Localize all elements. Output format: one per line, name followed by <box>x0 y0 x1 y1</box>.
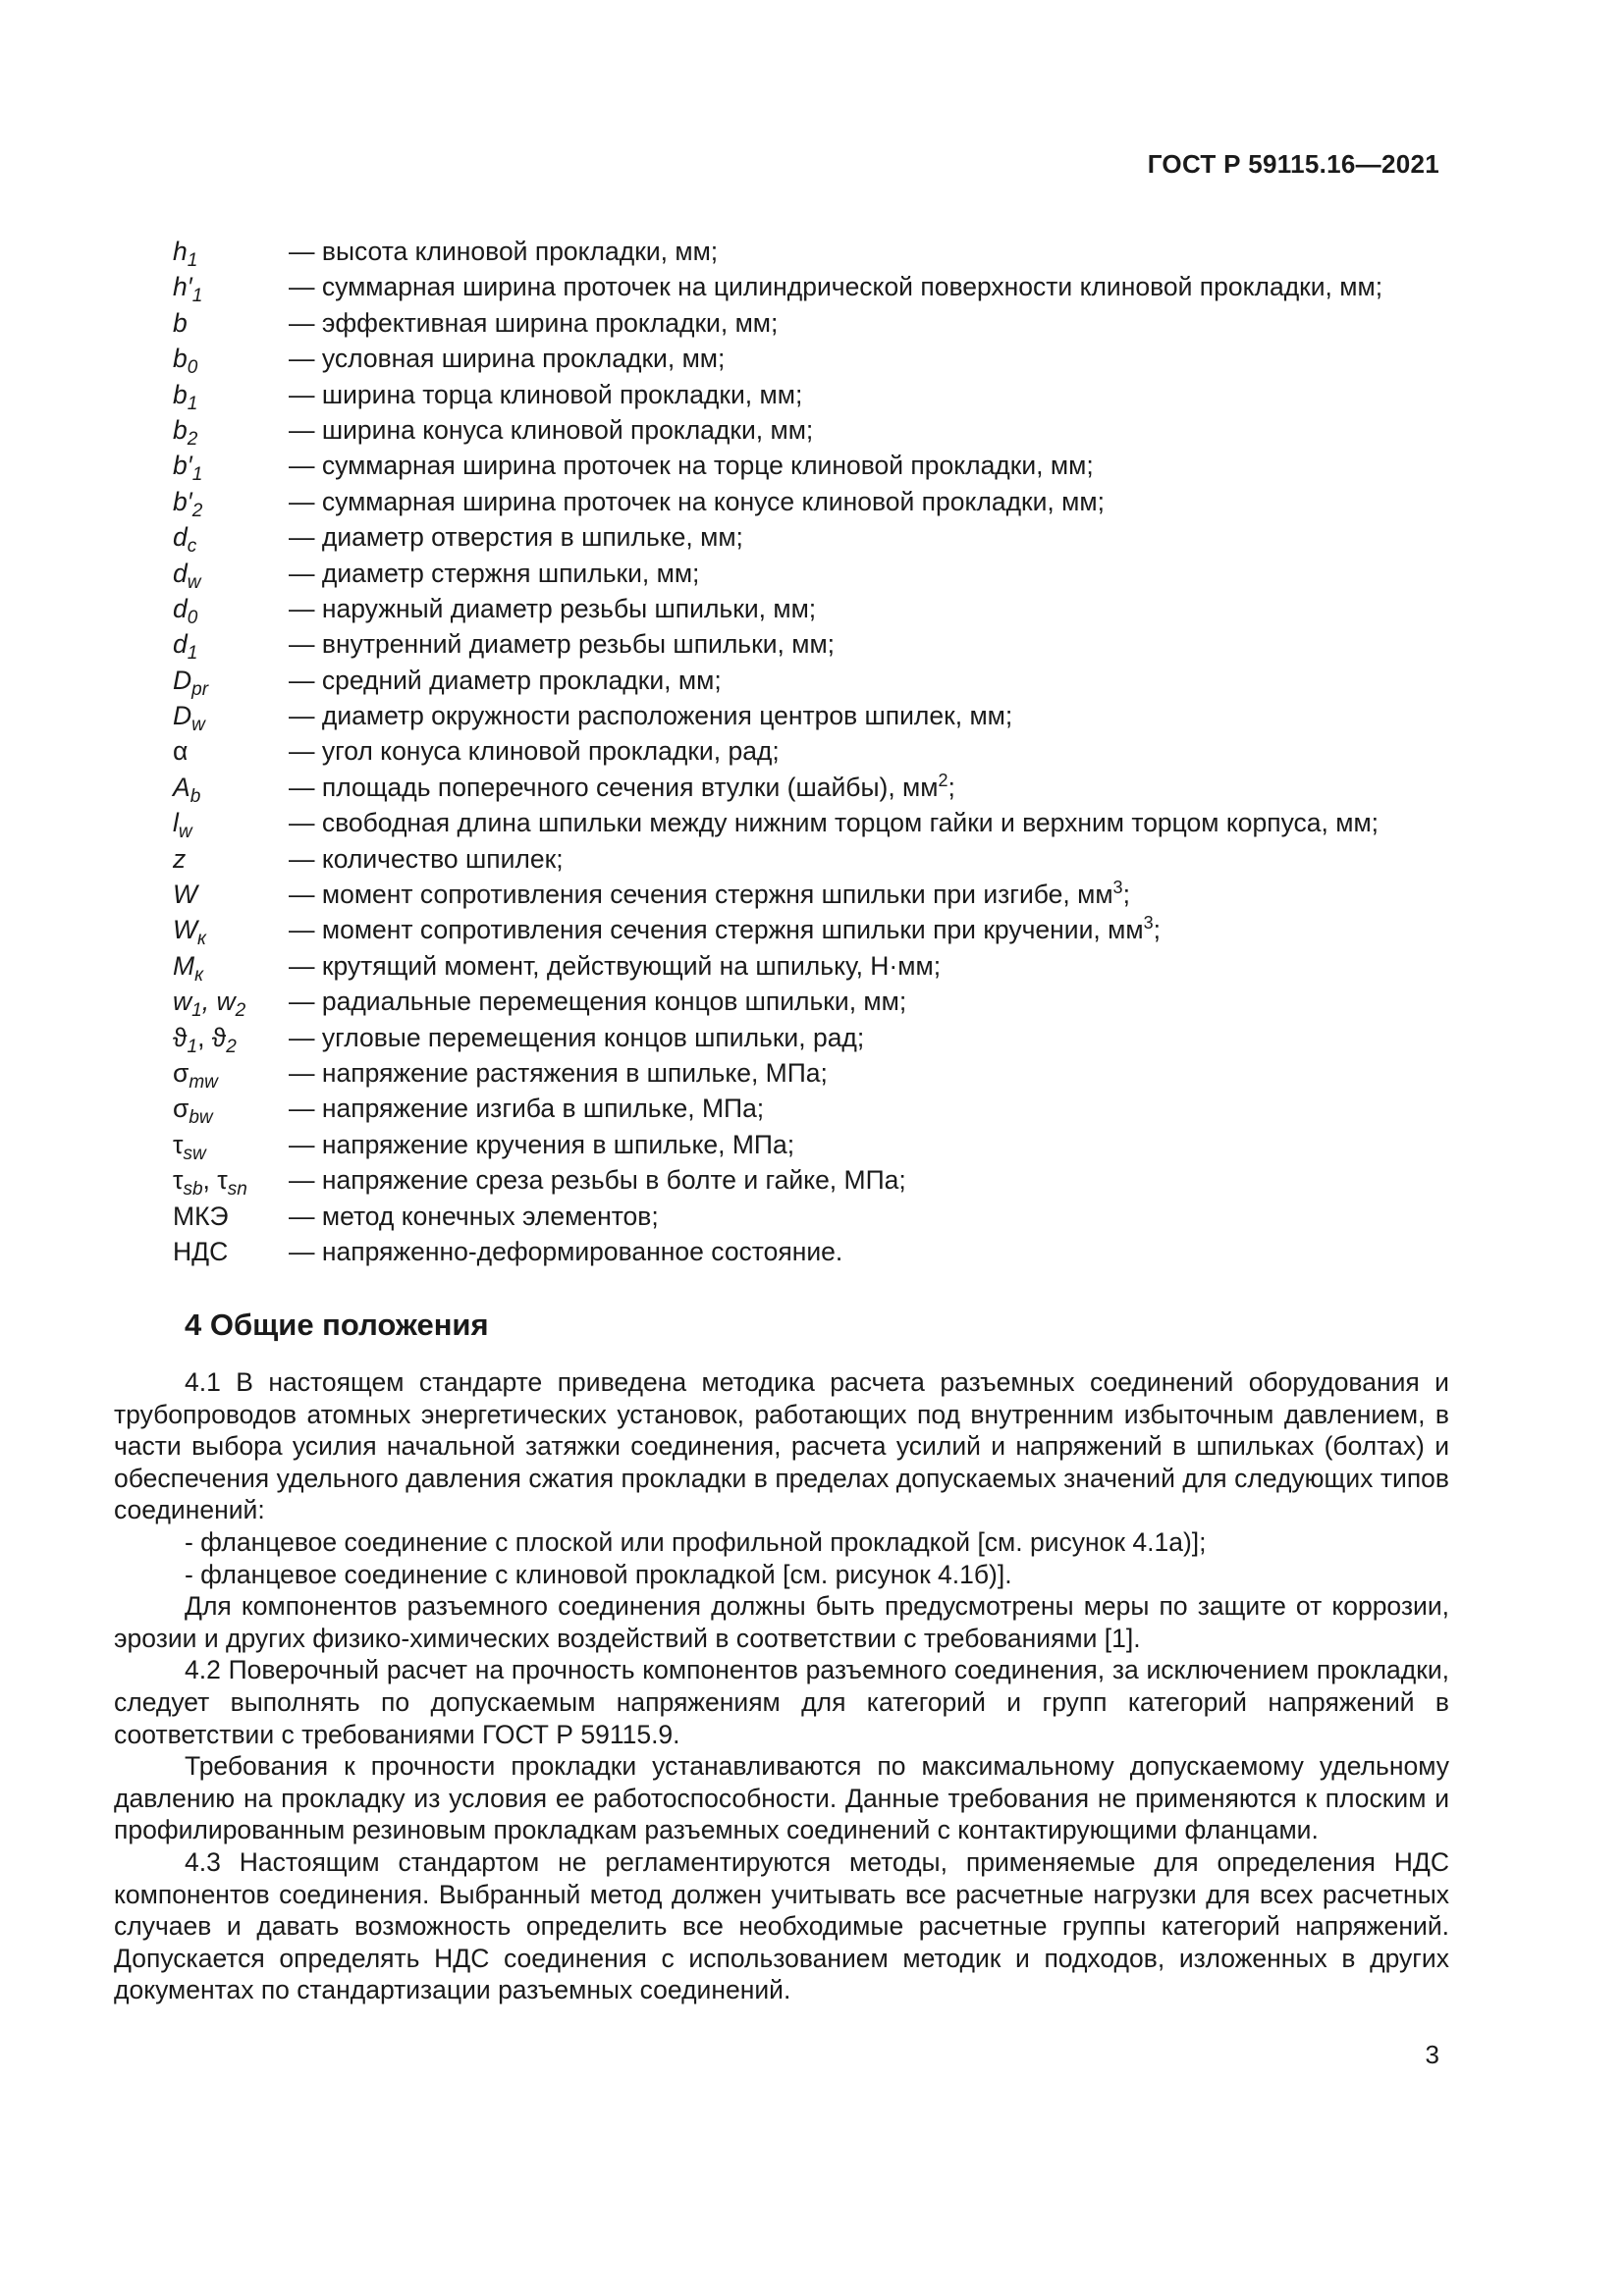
definition-symbol: $b'_2$ <box>173 486 203 521</box>
definition-symbol: $d_w$ <box>173 558 201 593</box>
definition-text: — наружный диаметр резьбы шпильки, мм; <box>289 593 817 623</box>
definition-symbol: $D_w$ <box>173 701 205 736</box>
definition-row <box>173 626 1449 665</box>
definition-text: — напряжение среза резьбы в болте и гайке, МПа; <box>289 1165 906 1196</box>
section-title: 4 Общие положения <box>185 1308 489 1342</box>
definition-row <box>173 912 1449 950</box>
document-code-header: ГОСТ Р 59115.16—2021 <box>1147 149 1439 179</box>
definition-symbol: $h_1$ <box>173 237 198 271</box>
definition-symbol: $d_0$ <box>173 593 198 628</box>
definition-row <box>173 448 1449 486</box>
definition-symbol: $ϑ_1$, $ϑ_2$ <box>173 1022 237 1057</box>
definition-symbol: $M_к$ <box>173 950 204 986</box>
definition-text: — диаметр стержня шпильки, мм; <box>289 558 700 588</box>
definition-symbol: $\tau_{sw}$ <box>173 1129 206 1164</box>
definition-symbol: $b_0$ <box>173 344 198 379</box>
definition-text: — напряженно-деформированное состояние. <box>289 1236 843 1266</box>
definition-symbol: W <box>173 880 198 910</box>
definition-row <box>173 556 1449 591</box>
definition-row <box>173 841 1449 877</box>
definition-text: — крутящий момент, действующий на шпильку, Н·мм; <box>289 950 942 981</box>
page-number: 3 <box>1425 2040 1439 2069</box>
definition-text: — диаметр отверстия в шпильке, мм; <box>289 522 743 553</box>
symbol-definitions-list <box>173 234 1449 1269</box>
definition-text: — радиальные перемещения концов шпильки, мм; <box>289 987 907 1017</box>
definition-symbol: $A_b$ <box>173 772 201 807</box>
definition-text: — суммарная ширина проточек на конусе клиновой прокладки, мм; <box>289 486 1105 516</box>
definition-text: — напряжение растяжения в шпильке, МПа; <box>289 1057 828 1088</box>
definition-text: — внутренний диаметр резьбы шпильки, мм; <box>289 629 836 660</box>
definition-symbol: $d_1$ <box>173 629 198 665</box>
definition-row <box>173 1020 1449 1055</box>
definition-row <box>173 1162 1449 1201</box>
definition-text: — суммарная ширина проточек на торце клиновой прокладки, мм; <box>289 451 1094 481</box>
section-body <box>114 1366 1449 2006</box>
definition-text: — условная ширина прокладки, мм; <box>289 344 726 374</box>
definition-text: — ширина торца клиновой прокладки, мм; <box>289 379 803 409</box>
definition-row <box>173 1199 1449 1234</box>
definition-symbol: $b_1$ <box>173 379 198 414</box>
definition-row <box>173 234 1449 269</box>
definition-row <box>173 1127 1449 1162</box>
definition-text: — напряжение изгиба в шпильке, МПа; <box>289 1094 765 1124</box>
definition-text: — количество шпилек; <box>289 843 564 874</box>
definition-text: — напряжение кручения в шпильке, МПа; <box>289 1129 795 1159</box>
definition-row <box>173 1234 1449 1269</box>
definition-symbol: $l_w$ <box>173 808 192 843</box>
definition-text: — момент сопротивления сечения стержня шпильки при изгибе, $мм^3$; <box>289 878 1130 910</box>
paragraph: Для компонентов разъемного соединения должны быть предусмотрены меры по защите от коррозии, эрозии и других физико-химических воздействий в соответствии с требованиями [1]. <box>114 1591 1449 1653</box>
paragraph: Требования к прочности прокладки устанавливаются по максимальному допускаемому удельному давлению на прокладку из условия ее работоспособности. Данные требования не применяются к плоским и профилированным резиновым прокладкам разъемных соединений с контактирующими фланцами. <box>114 1751 1449 1845</box>
definition-row <box>173 733 1449 769</box>
definition-row <box>173 305 1449 341</box>
definition-symbol: $\sigma_{bw}$ <box>173 1094 213 1129</box>
definition-row <box>173 412 1449 448</box>
definition-symbol: НДС <box>173 1236 229 1266</box>
paragraph: 4.3 Настоящим стандартом не регламентируются методы, применяемые для определения НДС компонентов соединения. Выбранный метод должен учитывать все расчетные нагрузки для всех расчетных случаев и давать возможность определить все необходимые расчетные группы категорий напряжений. Допускается определять НДС соединения с использованием методик и подходов, изложенных в других документах по стандартизации разъемных соединений. <box>114 1846 1449 2005</box>
definition-symbol: b <box>173 307 188 338</box>
paragraph: 4.2 Поверочный расчет на прочность компонентов разъемного соединения, за исключением прокладки, следует выполнять по допускаемым напряжениям для категорий и групп категорий напряжений в соответствии с требованиями ГОСТ Р 59115.9. <box>114 1655 1449 1749</box>
definition-text: — момент сопротивления сечения стержня шпильки при кручении, $мм^3$; <box>289 913 1161 945</box>
definition-text: — суммарная ширина проточек на цилиндрической поверхности клиновой прокладки, мм; <box>289 272 1383 302</box>
definition-row <box>173 484 1449 519</box>
definition-symbol: $W_к$ <box>173 915 206 950</box>
definition-row <box>173 341 1449 379</box>
definition-row <box>173 377 1449 412</box>
definition-symbol: $\sigma_{mw}$ <box>173 1057 218 1093</box>
definition-row <box>173 1055 1449 1091</box>
definition-symbol: $b_2$ <box>173 414 198 450</box>
definition-symbol: $w_1$, $w_2$ <box>173 987 246 1022</box>
definition-text: — средний диаметр прокладки, мм; <box>289 665 722 695</box>
definition-symbol: z <box>173 843 187 874</box>
definition-row <box>173 984 1449 1022</box>
definition-text: — ширина конуса клиновой прокладки, мм; <box>289 414 814 445</box>
definition-text: — угол конуса клиновой прокладки, рад; <box>289 736 780 767</box>
definition-text: — свободная длина шпильки между нижним торцом гайки и верхним торцом корпуса, мм; <box>289 808 1380 838</box>
list-item: - фланцевое соединение с клиновой прокладкой [см. рисунок 4.1б)]. <box>185 1559 1012 1589</box>
definition-row <box>173 1091 1449 1129</box>
definition-symbol: $d_c$ <box>173 522 197 558</box>
definition-text: — эффективная ширина прокладки, мм; <box>289 307 779 338</box>
list-item: - фланцевое соединение с плоской или профильной прокладкой [см. рисунок 4.1а)]; <box>185 1526 1207 1557</box>
definition-row <box>173 519 1449 558</box>
definition-row <box>173 805 1449 843</box>
definition-row <box>173 877 1449 912</box>
definition-text: — метод конечных элементов; <box>289 1201 659 1231</box>
definition-row <box>173 663 1449 698</box>
definition-symbol: МКЭ <box>173 1201 229 1231</box>
definition-symbol: $h'_1$ <box>173 272 203 307</box>
definition-text: — высота клиновой прокладки, мм; <box>289 237 719 266</box>
definition-row <box>173 591 1449 626</box>
definition-text: — диаметр окружности расположения центров шпилек, мм; <box>289 701 1013 731</box>
definition-row <box>173 948 1449 984</box>
definition-symbol: $b'_1$ <box>173 451 203 486</box>
definition-row <box>173 770 1449 805</box>
definition-text: — площадь поперечного сечения втулки (шайбы), $мм^2$; <box>289 770 955 802</box>
definition-text: — угловые перемещения концов шпильки, рад; <box>289 1022 865 1052</box>
definition-row <box>173 698 1449 736</box>
definition-symbol: α <box>173 736 189 767</box>
definition-symbol: $D_{pr}$ <box>173 665 209 700</box>
paragraph: 4.1 В настоящем стандарте приведена методика расчета разъемных соединений оборудования и трубопроводов атомных энергетических установок, работающих под внутренним избыточным давлением, в части выбора усилия начальной затяжки соединения, расчета усилий и напряжений в шпильках (болтах) и обеспечения удельного давления сжатия прокладки в пределах допускаемых значений для следующих типов соединений: <box>114 1367 1449 1525</box>
definition-row <box>173 269 1449 307</box>
definition-symbol: $\tau_{sb}$, $\tau_{sn}$ <box>173 1165 247 1201</box>
